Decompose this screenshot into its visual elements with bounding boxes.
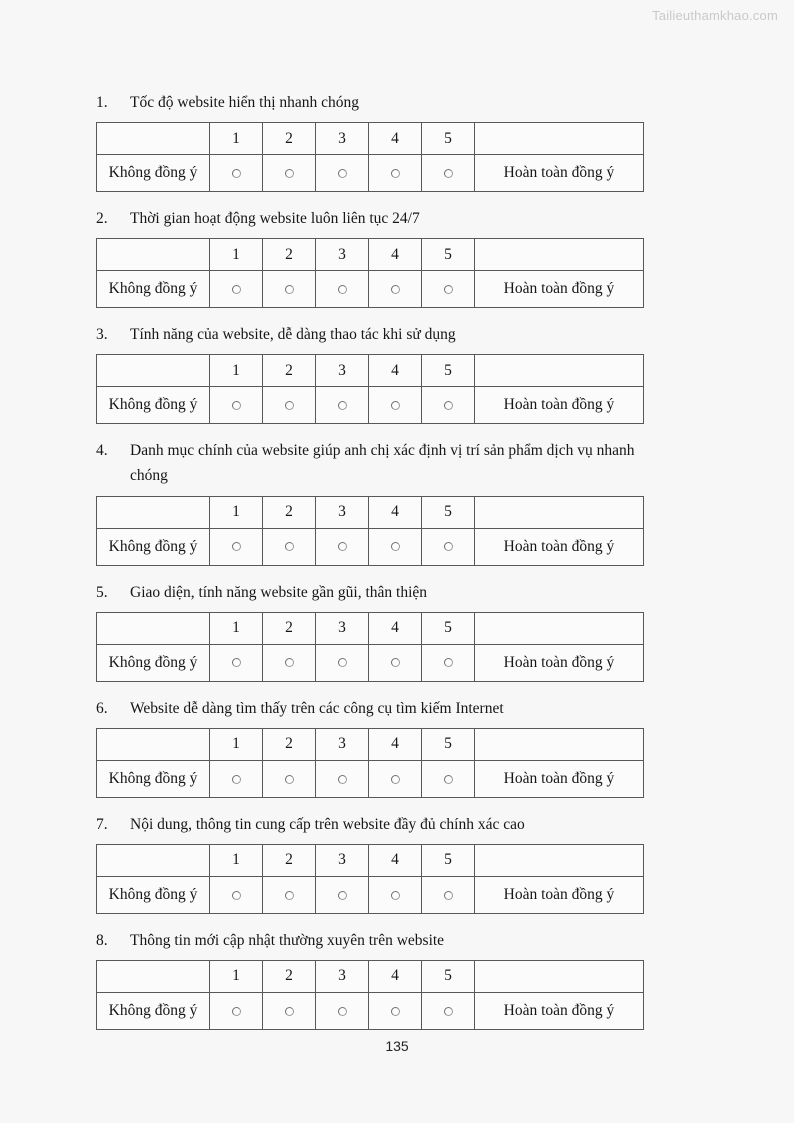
question-label: Tính năng của website, dễ dàng thao tác khi sử dụng	[130, 326, 456, 344]
radio-unselected-icon[interactable]	[338, 1007, 347, 1016]
likert-scale-header-3	[316, 496, 369, 528]
scale-value-label: 4	[391, 619, 399, 637]
question-number: 4.	[96, 442, 108, 460]
likert-header-right-spacer	[475, 844, 644, 876]
scale-value-label: 3	[338, 735, 346, 753]
likert-scale-header-2	[263, 728, 316, 760]
likert-option-cell-4[interactable]	[369, 387, 422, 424]
likert-scale-table	[96, 728, 644, 798]
scale-value-label: 5	[444, 245, 452, 263]
scale-value-label: 1	[232, 129, 240, 147]
likert-option-cell-1[interactable]	[210, 992, 263, 1029]
likert-option-cell-1[interactable]	[210, 155, 263, 192]
likert-scale-header-1	[210, 496, 263, 528]
likert-scale-table	[96, 122, 644, 192]
likert-option-cell-3[interactable]	[316, 992, 369, 1029]
likert-header-row	[97, 960, 644, 992]
question-number: 1.	[96, 94, 108, 111]
radio-unselected-icon[interactable]	[391, 542, 400, 551]
scale-value-label: 5	[444, 129, 452, 147]
likert-answer-row	[97, 760, 644, 797]
scale-value-label: 2	[285, 619, 293, 637]
likert-header-right-spacer	[475, 728, 644, 760]
likert-header-row	[97, 239, 644, 271]
radio-unselected-icon[interactable]	[285, 891, 294, 900]
likert-answer-row	[97, 644, 644, 681]
radio-unselected-icon[interactable]	[285, 401, 294, 410]
right-anchor-label: Hoàn toàn đồng ý	[503, 653, 615, 671]
likert-answer-row	[97, 528, 644, 565]
likert-scale-table	[96, 844, 644, 914]
scale-value-label: 4	[391, 735, 399, 753]
radio-unselected-icon[interactable]	[285, 285, 294, 294]
likert-scale-header-5	[422, 612, 475, 644]
left-anchor-label: Không đồng ý	[108, 164, 198, 182]
likert-scale-header-3	[316, 239, 369, 271]
likert-right-anchor-cell	[475, 992, 644, 1029]
scale-value-label: 4	[391, 361, 399, 379]
likert-scale-header-1	[210, 123, 263, 155]
likert-answer-row	[97, 992, 644, 1029]
likert-header-left-spacer	[97, 123, 210, 155]
likert-right-anchor-cell	[475, 271, 644, 308]
scale-value-label: 4	[391, 245, 399, 263]
likert-option-cell-3[interactable]	[316, 271, 369, 308]
radio-unselected-icon[interactable]	[285, 169, 294, 178]
radio-unselected-icon[interactable]	[338, 658, 347, 667]
likert-option-cell-4[interactable]	[369, 528, 422, 565]
radio-unselected-icon[interactable]	[232, 1007, 241, 1016]
questionnaire-content	[96, 90, 639, 1044]
question-number: 5.	[96, 583, 108, 601]
radio-unselected-icon[interactable]	[391, 658, 400, 667]
scale-value-label: 2	[285, 129, 293, 147]
likert-left-anchor-cell	[97, 992, 210, 1029]
radio-unselected-icon[interactable]	[338, 775, 347, 784]
likert-option-cell-1[interactable]	[210, 760, 263, 797]
likert-scale-header-1	[210, 960, 263, 992]
scale-value-label: 2	[285, 967, 293, 985]
likert-option-cell-5[interactable]	[422, 155, 475, 192]
likert-option-cell-4[interactable]	[369, 760, 422, 797]
radio-unselected-icon[interactable]	[444, 658, 453, 667]
scale-value-label: 3	[338, 619, 346, 637]
likert-left-anchor-cell	[97, 387, 210, 424]
likert-option-cell-5[interactable]	[422, 644, 475, 681]
likert-scale-header-4	[369, 355, 422, 387]
scale-value-label: 3	[338, 503, 346, 521]
question-text	[96, 206, 636, 231]
left-anchor-label: Không đồng ý	[108, 769, 198, 787]
likert-scale-header-5	[422, 239, 475, 271]
likert-scale-header-4	[369, 123, 422, 155]
question-text	[96, 928, 636, 953]
likert-right-anchor-cell	[475, 528, 644, 565]
likert-left-anchor-cell	[97, 155, 210, 192]
likert-scale-header-3	[316, 123, 369, 155]
scale-value-label: 2	[285, 503, 293, 521]
scale-value-label: 4	[391, 129, 399, 147]
scale-value-label: 2	[285, 735, 293, 753]
likert-header-right-spacer	[475, 960, 644, 992]
radio-unselected-icon[interactable]	[338, 285, 347, 294]
likert-option-cell-1[interactable]	[210, 387, 263, 424]
likert-answer-row	[97, 387, 644, 424]
radio-unselected-icon[interactable]	[444, 891, 453, 900]
likert-right-anchor-cell	[475, 155, 644, 192]
likert-scale-header-2	[263, 612, 316, 644]
question-block	[96, 322, 636, 424]
likert-header-right-spacer	[475, 239, 644, 271]
scale-value-label: 3	[338, 361, 346, 379]
scale-value-label: 5	[444, 851, 452, 869]
scale-value-label: 3	[338, 851, 346, 869]
question-label: Thông tin mới cập nhật thường xuyên trên website	[130, 931, 445, 949]
likert-option-cell-2[interactable]	[263, 387, 316, 424]
watermark-text: Tailieuthamkhao.com	[652, 8, 778, 23]
radio-unselected-icon[interactable]	[391, 169, 400, 178]
radio-unselected-icon[interactable]	[285, 775, 294, 784]
radio-unselected-icon[interactable]	[391, 775, 400, 784]
question-number: 7.	[96, 815, 108, 833]
likert-scale-header-4	[369, 960, 422, 992]
likert-option-cell-5[interactable]	[422, 760, 475, 797]
scale-value-label: 2	[285, 245, 293, 263]
question-label: Website dễ dàng tìm thấy trên các công cụ tìm kiếm Internet	[130, 699, 504, 717]
likert-scale-table	[96, 238, 644, 308]
likert-header-left-spacer	[97, 239, 210, 271]
question-number: 8.	[96, 931, 108, 949]
radio-unselected-icon[interactable]	[444, 285, 453, 294]
left-anchor-label: Không đồng ý	[108, 1001, 198, 1019]
likert-scale-header-3	[316, 844, 369, 876]
likert-header-left-spacer	[97, 728, 210, 760]
likert-option-cell-4[interactable]	[369, 155, 422, 192]
likert-scale-header-2	[263, 960, 316, 992]
likert-scale-header-1	[210, 612, 263, 644]
likert-option-cell-5[interactable]	[422, 271, 475, 308]
radio-unselected-icon[interactable]	[391, 891, 400, 900]
radio-unselected-icon[interactable]	[338, 169, 347, 178]
likert-scale-header-4	[369, 844, 422, 876]
likert-header-row	[97, 496, 644, 528]
left-anchor-label: Không đồng ý	[108, 396, 198, 414]
question-block	[96, 696, 636, 798]
question-block	[96, 90, 636, 192]
radio-unselected-icon[interactable]	[391, 401, 400, 410]
likert-scale-header-4	[369, 496, 422, 528]
likert-answer-row	[97, 271, 644, 308]
left-anchor-label: Không đồng ý	[108, 885, 198, 903]
likert-option-cell-5[interactable]	[422, 876, 475, 913]
scale-value-label: 1	[232, 735, 240, 753]
likert-right-anchor-cell	[475, 876, 644, 913]
scale-value-label: 5	[444, 735, 452, 753]
likert-option-cell-4[interactable]	[369, 644, 422, 681]
left-anchor-label: Không đồng ý	[108, 537, 198, 555]
question-label: Danh mục chính của website giúp anh chị xác định vị trí sản phẩm dịch vụ nhanh chóng	[130, 442, 639, 485]
likert-header-left-spacer	[97, 960, 210, 992]
likert-scale-header-4	[369, 728, 422, 760]
scale-value-label: 2	[285, 851, 293, 869]
right-anchor-label: Hoàn toàn đồng ý	[503, 769, 615, 787]
scale-value-label: 4	[391, 851, 399, 869]
right-anchor-label: Hoàn toàn đồng ý	[503, 885, 615, 903]
question-text	[96, 90, 636, 115]
likert-scale-table	[96, 960, 644, 1030]
radio-unselected-icon[interactable]	[285, 542, 294, 551]
scale-value-label: 5	[444, 361, 452, 379]
likert-answer-row	[97, 876, 644, 913]
right-anchor-label: Hoàn toàn đồng ý	[503, 280, 615, 298]
scale-value-label: 5	[444, 619, 452, 637]
likert-scale-header-1	[210, 239, 263, 271]
likert-option-cell-1[interactable]	[210, 876, 263, 913]
likert-option-cell-1[interactable]	[210, 528, 263, 565]
likert-scale-header-1	[210, 728, 263, 760]
likert-scale-header-1	[210, 355, 263, 387]
radio-unselected-icon[interactable]	[232, 169, 241, 178]
likert-option-cell-1[interactable]	[210, 271, 263, 308]
radio-unselected-icon[interactable]	[232, 285, 241, 294]
likert-header-row	[97, 355, 644, 387]
radio-unselected-icon[interactable]	[444, 1007, 453, 1016]
likert-option-cell-2[interactable]	[263, 992, 316, 1029]
likert-scale-header-5	[422, 844, 475, 876]
likert-scale-header-5	[422, 960, 475, 992]
scale-value-label: 1	[232, 245, 240, 263]
scale-value-label: 3	[338, 129, 346, 147]
likert-scale-header-5	[422, 728, 475, 760]
likert-right-anchor-cell	[475, 644, 644, 681]
question-text	[96, 812, 636, 837]
likert-scale-header-5	[422, 123, 475, 155]
likert-option-cell-2[interactable]	[263, 155, 316, 192]
likert-scale-header-2	[263, 844, 316, 876]
likert-option-cell-2[interactable]	[263, 528, 316, 565]
likert-scale-header-3	[316, 355, 369, 387]
likert-scale-header-1	[210, 844, 263, 876]
radio-unselected-icon[interactable]	[232, 401, 241, 410]
likert-scale-header-2	[263, 496, 316, 528]
likert-header-left-spacer	[97, 355, 210, 387]
likert-scale-table	[96, 496, 644, 566]
likert-scale-header-2	[263, 239, 316, 271]
likert-option-cell-5[interactable]	[422, 387, 475, 424]
likert-option-cell-4[interactable]	[369, 876, 422, 913]
likert-option-cell-4[interactable]	[369, 992, 422, 1029]
question-block	[96, 812, 636, 914]
likert-option-cell-1[interactable]	[210, 644, 263, 681]
radio-unselected-icon[interactable]	[232, 542, 241, 551]
likert-scale-header-4	[369, 239, 422, 271]
right-anchor-label: Hoàn toàn đồng ý	[503, 537, 615, 555]
likert-left-anchor-cell	[97, 528, 210, 565]
question-number: 3.	[96, 326, 108, 344]
question-text	[96, 580, 636, 605]
right-anchor-label: Hoàn toàn đồng ý	[503, 164, 615, 182]
left-anchor-label: Không đồng ý	[108, 280, 198, 298]
likert-scale-header-2	[263, 123, 316, 155]
question-text	[96, 438, 639, 488]
likert-right-anchor-cell	[475, 387, 644, 424]
likert-left-anchor-cell	[97, 644, 210, 681]
scale-value-label: 1	[232, 361, 240, 379]
radio-unselected-icon[interactable]	[444, 401, 453, 410]
likert-option-cell-3[interactable]	[316, 876, 369, 913]
question-block	[96, 928, 636, 1030]
radio-unselected-icon[interactable]	[391, 1007, 400, 1016]
likert-scale-header-2	[263, 355, 316, 387]
question-label: Nội dung, thông tin cung cấp trên website đầy đủ chính xác cao	[130, 815, 525, 833]
likert-header-right-spacer	[475, 496, 644, 528]
likert-scale-header-5	[422, 355, 475, 387]
likert-option-cell-2[interactable]	[263, 271, 316, 308]
likert-scale-header-3	[316, 728, 369, 760]
likert-header-right-spacer	[475, 612, 644, 644]
radio-unselected-icon[interactable]	[285, 658, 294, 667]
radio-unselected-icon[interactable]	[338, 401, 347, 410]
likert-header-left-spacer	[97, 844, 210, 876]
likert-header-row	[97, 728, 644, 760]
likert-header-left-spacer	[97, 496, 210, 528]
scale-value-label: 1	[232, 851, 240, 869]
left-anchor-label: Không đồng ý	[108, 653, 198, 671]
radio-unselected-icon[interactable]	[232, 891, 241, 900]
scale-value-label: 2	[285, 361, 293, 379]
likert-option-cell-2[interactable]	[263, 876, 316, 913]
likert-scale-table	[96, 354, 644, 424]
scale-value-label: 5	[444, 967, 452, 985]
likert-option-cell-4[interactable]	[369, 271, 422, 308]
likert-option-cell-3[interactable]	[316, 155, 369, 192]
likert-answer-row	[97, 155, 644, 192]
radio-unselected-icon[interactable]	[338, 891, 347, 900]
likert-header-row	[97, 612, 644, 644]
likert-scale-header-4	[369, 612, 422, 644]
likert-option-cell-3[interactable]	[316, 387, 369, 424]
scale-value-label: 3	[338, 245, 346, 263]
radio-unselected-icon[interactable]	[444, 542, 453, 551]
right-anchor-label: Hoàn toàn đồng ý	[503, 396, 615, 414]
radio-unselected-icon[interactable]	[338, 542, 347, 551]
question-block	[96, 580, 636, 682]
likert-option-cell-3[interactable]	[316, 644, 369, 681]
likert-option-cell-5[interactable]	[422, 528, 475, 565]
likert-scale-table	[96, 612, 644, 682]
likert-scale-header-3	[316, 612, 369, 644]
likert-option-cell-2[interactable]	[263, 644, 316, 681]
question-text	[96, 322, 636, 347]
question-label: Giao diện, tính năng website gần gũi, thân thiện	[130, 583, 428, 601]
likert-left-anchor-cell	[97, 271, 210, 308]
question-block	[96, 206, 636, 308]
question-number: 2.	[96, 210, 108, 228]
likert-left-anchor-cell	[97, 760, 210, 797]
scale-value-label: 3	[338, 967, 346, 985]
question-label: Tốc độ website hiển thị nhanh chóng	[130, 94, 360, 111]
likert-option-cell-3[interactable]	[316, 760, 369, 797]
likert-scale-header-3	[316, 960, 369, 992]
likert-option-cell-2[interactable]	[263, 760, 316, 797]
radio-unselected-icon[interactable]	[444, 169, 453, 178]
scale-value-label: 1	[232, 503, 240, 521]
likert-header-row	[97, 844, 644, 876]
likert-header-right-spacer	[475, 355, 644, 387]
right-anchor-label: Hoàn toàn đồng ý	[503, 1001, 615, 1019]
likert-option-cell-3[interactable]	[316, 528, 369, 565]
question-label: Thời gian hoạt động website luôn liên tục 24/7	[130, 210, 420, 228]
radio-unselected-icon[interactable]	[232, 658, 241, 667]
likert-right-anchor-cell	[475, 760, 644, 797]
question-block	[96, 438, 639, 565]
radio-unselected-icon[interactable]	[444, 775, 453, 784]
scale-value-label: 5	[444, 503, 452, 521]
page-number: 135	[385, 1038, 409, 1054]
likert-option-cell-5[interactable]	[422, 992, 475, 1029]
likert-scale-header-5	[422, 496, 475, 528]
likert-header-row	[97, 123, 644, 155]
question-text	[96, 696, 636, 721]
likert-header-left-spacer	[97, 612, 210, 644]
radio-unselected-icon[interactable]	[232, 775, 241, 784]
likert-left-anchor-cell	[97, 876, 210, 913]
likert-header-right-spacer	[475, 123, 644, 155]
question-number: 6.	[96, 699, 108, 717]
scale-value-label: 1	[232, 619, 240, 637]
scale-value-label: 4	[391, 967, 399, 985]
scale-value-label: 1	[232, 967, 240, 985]
scale-value-label: 4	[391, 503, 399, 521]
radio-unselected-icon[interactable]	[285, 1007, 294, 1016]
radio-unselected-icon[interactable]	[391, 285, 400, 294]
